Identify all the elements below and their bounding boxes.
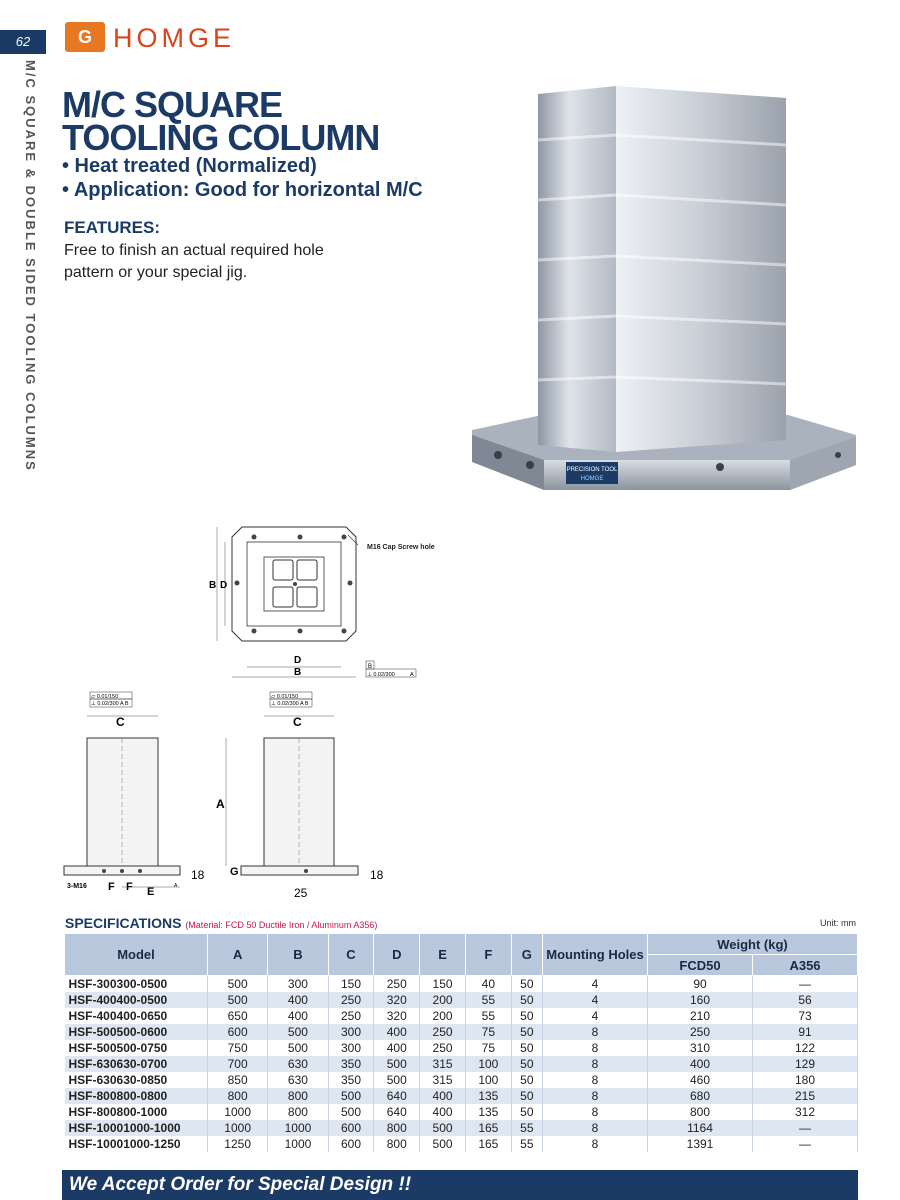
table-cell: 312: [753, 1104, 858, 1120]
table-cell: 1000: [268, 1120, 328, 1136]
table-cell: 500: [420, 1120, 466, 1136]
model-cell: HSF-300300-0500: [65, 976, 208, 993]
table-cell: 500: [374, 1056, 420, 1072]
table-cell: 600: [328, 1136, 374, 1152]
label-b-vertical: B: [209, 580, 217, 591]
dim-25: 25: [294, 886, 308, 900]
features-heading: FEATURES:: [64, 218, 161, 237]
table-cell: 50: [511, 1024, 542, 1040]
table-cell: 500: [268, 1040, 328, 1056]
table-row: [65, 992, 858, 1008]
right-base-flange: [241, 866, 358, 875]
table-cell: 800: [208, 1088, 268, 1104]
table-cell: 800: [268, 1088, 328, 1104]
title-line-1: M/C SQUARE: [62, 84, 283, 125]
table-cell: 250: [648, 1024, 753, 1040]
table-cell: 200: [420, 992, 466, 1008]
table-cell: 310: [648, 1040, 753, 1056]
footer-text: We Accept Order for Special Design !!: [69, 1174, 412, 1195]
bullet-application: • Application: Good for horizontal M/C: [62, 179, 423, 201]
table-cell: 8: [543, 1072, 648, 1088]
col-weight: Weight (kg): [648, 934, 858, 955]
table-cell: 180: [753, 1072, 858, 1088]
table-cell: 75: [465, 1024, 511, 1040]
table-cell: 160: [648, 992, 753, 1008]
label-e: E: [147, 886, 155, 898]
table-cell: 640: [374, 1088, 420, 1104]
table-cell: 400: [374, 1024, 420, 1040]
side-section-title: M/C SQUARE & DOUBLE SIDED TOOLING COLUMNS: [23, 60, 38, 472]
col-c: C: [328, 934, 374, 976]
table-cell: 400: [374, 1040, 420, 1056]
left-datum-a: A: [174, 883, 178, 889]
table-cell: —: [753, 976, 858, 993]
table-cell: 50: [511, 1072, 542, 1088]
model-cell: HSF-800800-0800: [65, 1088, 208, 1104]
product-photo: [468, 80, 860, 495]
table-cell: 800: [374, 1136, 420, 1152]
model-cell: HSF-500500-0750: [65, 1040, 208, 1056]
cap-screw-label: M16 Cap Screw hole: [367, 544, 435, 551]
table-cell: 73: [753, 1008, 858, 1024]
technical-drawings: [50, 515, 470, 905]
label-b-horizontal: B: [294, 667, 302, 678]
table-cell: 1250: [208, 1136, 268, 1152]
table-row: [65, 1136, 858, 1152]
table-cell: 150: [420, 976, 466, 993]
right-flatness-text: ⏥ 0.01/150: [271, 694, 299, 700]
label-f-2: F: [126, 881, 133, 893]
table-cell: 50: [511, 1104, 542, 1120]
table-cell: 750: [208, 1040, 268, 1056]
left-perp-text: ⊥ 0.02/300: [91, 701, 119, 707]
model-cell: HSF-630630-0700: [65, 1056, 208, 1072]
table-cell: 50: [511, 992, 542, 1008]
features-text: Free to finish an actual required hole pattern or your special jig.: [64, 242, 324, 281]
col-weight-fcd50: FCD50: [648, 955, 753, 976]
table-cell: 800: [648, 1104, 753, 1120]
table-cell: 400: [648, 1056, 753, 1072]
top-view-drawing: [209, 527, 435, 678]
top-tolerance-text: ⊥ 0.02/300: [367, 672, 395, 678]
table-row: [65, 976, 858, 993]
right-perp-text: ⊥ 0.02/300: [271, 701, 299, 707]
datum-b-label: B: [368, 664, 373, 670]
table-cell: 50: [511, 976, 542, 993]
table-cell: 350: [328, 1056, 374, 1072]
col-model: Model: [65, 934, 208, 976]
brand-logo: [65, 22, 315, 56]
table-row: [65, 1040, 858, 1056]
table-row: [65, 1072, 858, 1088]
page-title: [62, 84, 482, 158]
logo-mark: [65, 22, 105, 52]
front-view-left: [64, 692, 205, 898]
logo-letter: G: [77, 27, 92, 47]
table-cell: 150: [328, 976, 374, 993]
table-cell: 500: [328, 1088, 374, 1104]
specifications-heading: [65, 915, 377, 931]
table-cell: 1000: [268, 1136, 328, 1152]
right-dim-18: 18: [370, 868, 384, 882]
table-cell: 122: [753, 1040, 858, 1056]
col-e: E: [420, 934, 466, 976]
table-cell: 56: [753, 992, 858, 1008]
table-cell: 320: [374, 992, 420, 1008]
title-line-2: TOOLING COLUMN: [62, 117, 380, 158]
table-row: [65, 1120, 858, 1136]
label-d-horizontal: D: [294, 655, 302, 666]
left-perp-datum: A B: [120, 701, 129, 707]
table-cell: 315: [420, 1072, 466, 1088]
table-cell: 55: [511, 1120, 542, 1136]
model-cell: HSF-400400-0650: [65, 1008, 208, 1024]
table-cell: 91: [753, 1024, 858, 1040]
specifications-table-body: [65, 976, 858, 1153]
table-cell: 300: [328, 1024, 374, 1040]
table-cell: 4: [543, 976, 648, 993]
table-cell: —: [753, 1120, 858, 1136]
table-cell: 640: [374, 1104, 420, 1120]
table-cell: 600: [208, 1024, 268, 1040]
left-dim-18: 18: [191, 868, 205, 882]
right-base-hole: [304, 869, 308, 873]
table-cell: 50: [511, 1056, 542, 1072]
table-cell: 600: [328, 1120, 374, 1136]
table-cell: 50: [511, 1040, 542, 1056]
table-cell: 8: [543, 1136, 648, 1152]
table-cell: 680: [648, 1088, 753, 1104]
model-cell: HSF-800800-1000: [65, 1104, 208, 1120]
table-cell: 55: [465, 992, 511, 1008]
table-cell: 8: [543, 1024, 648, 1040]
right-perp-datum: A B: [300, 701, 309, 707]
table-cell: 210: [648, 1008, 753, 1024]
table-cell: 165: [465, 1136, 511, 1152]
table-cell: 8: [543, 1120, 648, 1136]
page-number: 62: [0, 30, 46, 54]
table-cell: 300: [328, 1040, 374, 1056]
table-cell: 460: [648, 1072, 753, 1088]
table-cell: 165: [465, 1120, 511, 1136]
table-cell: 500: [268, 1024, 328, 1040]
table-cell: 135: [465, 1104, 511, 1120]
table-cell: 315: [420, 1056, 466, 1072]
table-cell: 500: [328, 1104, 374, 1120]
table-cell: 8: [543, 1104, 648, 1120]
table-cell: 630: [268, 1056, 328, 1072]
label-g: G: [230, 866, 239, 878]
table-cell: 800: [268, 1104, 328, 1120]
table-cell: 250: [328, 1008, 374, 1024]
table-cell: 8: [543, 1040, 648, 1056]
model-cell: HSF-10001000-1000: [65, 1120, 208, 1136]
table-cell: 250: [420, 1040, 466, 1056]
table-cell: 8: [543, 1056, 648, 1072]
table-cell: 215: [753, 1088, 858, 1104]
table-cell: 75: [465, 1040, 511, 1056]
table-cell: 400: [420, 1088, 466, 1104]
label-f-1: F: [108, 881, 115, 893]
table-cell: 650: [208, 1008, 268, 1024]
specifications-table: [64, 933, 858, 1152]
front-view-right: [216, 692, 384, 900]
nameplate-brand: HOMGE: [580, 476, 604, 482]
table-cell: 50: [511, 1088, 542, 1104]
table-cell: 100: [465, 1056, 511, 1072]
table-cell: 350: [328, 1072, 374, 1088]
table-cell: 400: [420, 1104, 466, 1120]
table-cell: 250: [374, 976, 420, 993]
table-cell: 1391: [648, 1136, 753, 1152]
label-a: A: [216, 797, 225, 811]
table-cell: 135: [465, 1088, 511, 1104]
table-cell: 500: [208, 992, 268, 1008]
table-cell: 90: [648, 976, 753, 993]
left-flatness-text: ⏥ 0.01/150: [91, 694, 119, 700]
table-row: [65, 1104, 858, 1120]
table-cell: 4: [543, 1008, 648, 1024]
table-cell: 129: [753, 1056, 858, 1072]
table-cell: 500: [208, 976, 268, 993]
table-cell: 1000: [208, 1120, 268, 1136]
table-cell: 300: [268, 976, 328, 993]
table-cell: 500: [420, 1136, 466, 1152]
table-cell: 4: [543, 992, 648, 1008]
table-cell: 400: [268, 992, 328, 1008]
model-cell: HSF-500500-0600: [65, 1024, 208, 1040]
footer-banner: [62, 1170, 858, 1200]
table-cell: 850: [208, 1072, 268, 1088]
left-label-c: C: [116, 715, 125, 729]
table-row: [65, 1024, 858, 1040]
col-a: A: [208, 934, 268, 976]
col-b: B: [268, 934, 328, 976]
table-cell: 700: [208, 1056, 268, 1072]
specifications-title: SPECIFICATIONS: [65, 915, 182, 931]
col-weight-a356: A356: [753, 955, 858, 976]
col-d: D: [374, 934, 420, 976]
table-cell: 100: [465, 1072, 511, 1088]
model-cell: HSF-10001000-1250: [65, 1136, 208, 1152]
model-cell: HSF-400400-0500: [65, 992, 208, 1008]
top-tolerance-datum: A: [410, 672, 414, 678]
table-row: [65, 1088, 858, 1104]
bullet-heat-treated: • Heat treated (Normalized): [62, 155, 317, 177]
col-g: G: [511, 934, 542, 976]
table-cell: 630: [268, 1072, 328, 1088]
m16-label: 3-M16: [67, 883, 87, 890]
table-cell: 55: [465, 1008, 511, 1024]
unit-note: Unit: mm: [820, 918, 856, 928]
table-row: [65, 1008, 858, 1024]
table-cell: —: [753, 1136, 858, 1152]
table-cell: 400: [268, 1008, 328, 1024]
table-cell: 50: [511, 1008, 542, 1024]
column-left-face: [538, 86, 616, 452]
side-strip: [0, 0, 46, 1200]
nameplate-label: PRECISION TOOL: [566, 467, 618, 473]
label-d-vertical: D: [220, 580, 228, 591]
table-cell: 250: [420, 1024, 466, 1040]
material-note: (Material: FCD 50 Ductile Iron / Aluminum A356): [185, 920, 378, 930]
table-cell: 40: [465, 976, 511, 993]
model-cell: HSF-630630-0850: [65, 1072, 208, 1088]
table-cell: 250: [328, 992, 374, 1008]
brand-name: HOMGE: [113, 23, 236, 53]
col-f: F: [465, 934, 511, 976]
table-cell: 320: [374, 1008, 420, 1024]
col-mounting-holes: Mounting Holes: [543, 934, 648, 976]
table-cell: 8: [543, 1088, 648, 1104]
table-cell: 800: [374, 1120, 420, 1136]
left-column-body: [87, 738, 158, 866]
right-label-c: C: [293, 715, 302, 729]
table-cell: 500: [374, 1072, 420, 1088]
table-cell: 55: [511, 1136, 542, 1152]
table-cell: 1164: [648, 1120, 753, 1136]
table-cell: 200: [420, 1008, 466, 1024]
table-cell: 1000: [208, 1104, 268, 1120]
table-row: [65, 1056, 858, 1072]
